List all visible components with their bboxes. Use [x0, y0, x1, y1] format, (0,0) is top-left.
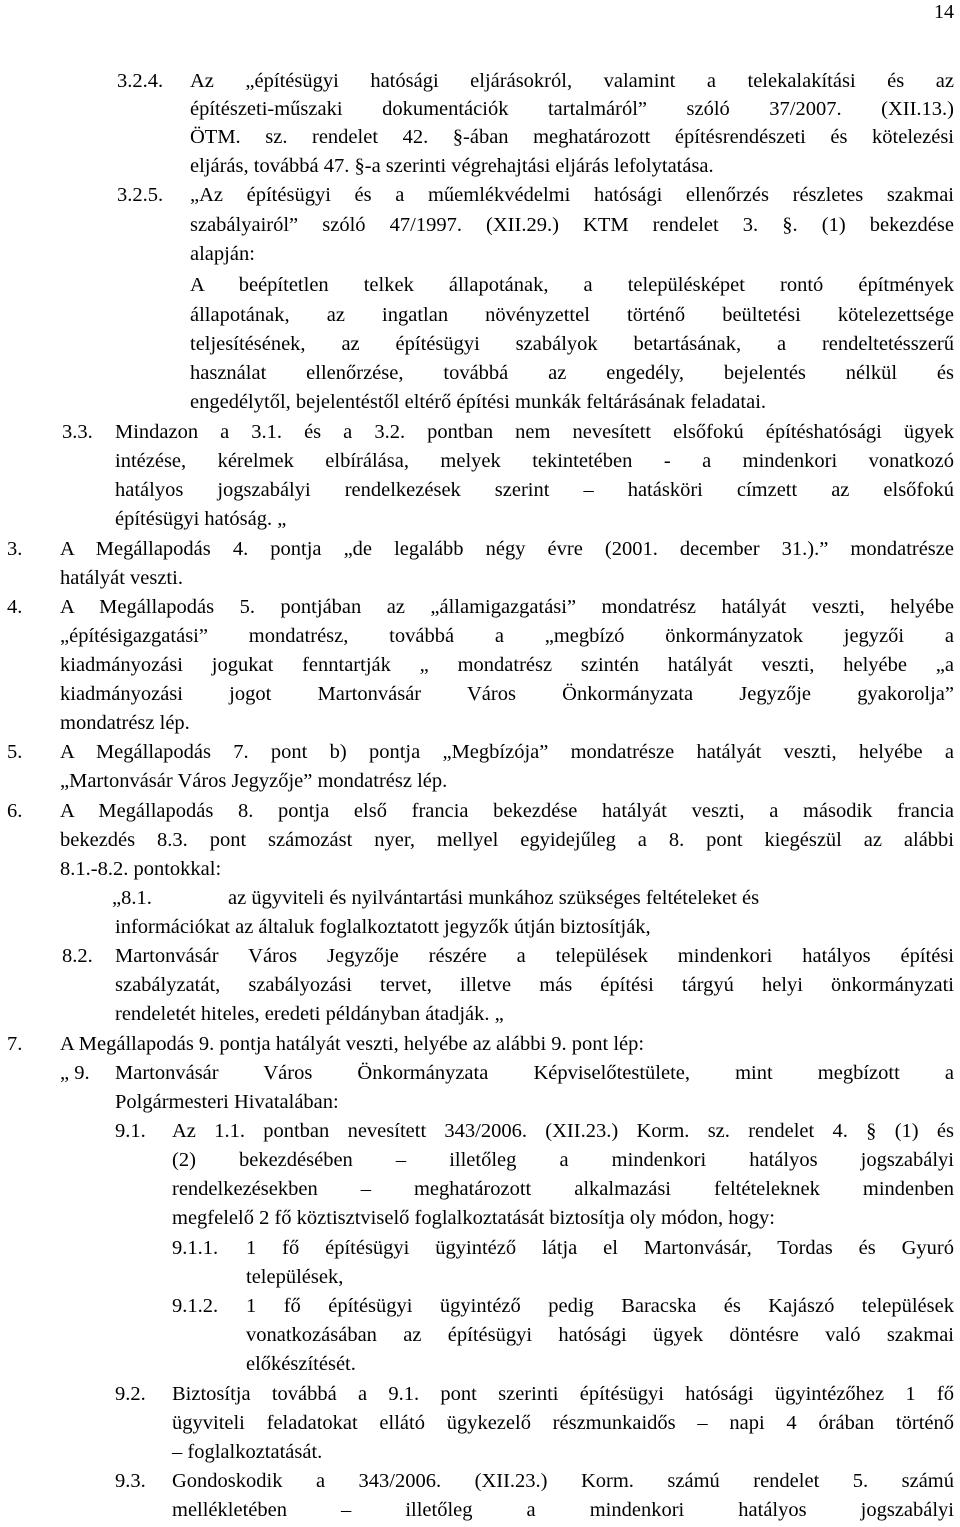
text-line: 9.1.2. — [172, 1295, 219, 1317]
text-line: engedélytől, bejelentéstől eltérő építési munkák feltárásának feladatai. — [190, 391, 767, 413]
text-line: kiadmányozási jogot Martonvásár Város Önkormányzata Jegyzője gyakorolja” — [60, 683, 954, 705]
text-line: információkat az általuk foglalkoztatott jegyzők útján biztosítják, — [115, 916, 651, 938]
text-line: alapján: — [190, 243, 255, 265]
text-line: 1 fő építésügyi ügyintéző látja el Martonvásár, Tordas és Gyuró — [246, 1237, 954, 1259]
text-line: mellékletében – illetőleg a mindenkori hatályos jogszabályi — [172, 1499, 954, 1521]
text-line: építésügyi hatóság. „ — [115, 508, 287, 530]
text-line: kiadmányozási jogukat fenntartják „ mondatrész szintén hatályát veszti, helyébe „a — [60, 654, 954, 676]
text-line: Gondoskodik a 343/2006. (XII.23.) Korm. számú rendelet 5. számú — [172, 1470, 954, 1492]
text-line: A beépítetlen telkek állapotának, a településképet rontó építmények — [190, 274, 954, 296]
text-line: Biztosítja továbbá a 9.1. pont szerinti építésügyi hatósági ügyintézőhez 1 fő — [172, 1383, 954, 1405]
text-line: A Megállapodás 4. pontja „de legalább négy évre (2001. december 31.).” mondatrésze — [60, 538, 954, 560]
text-line: ÖTM. sz. rendelet 42. §-ában meghatározott építésrendészeti és kötelezési — [190, 126, 954, 148]
text-line: „ 9. — [60, 1062, 90, 1084]
text-line: 9.3. — [115, 1470, 146, 1492]
text-line: használat ellenőrzése, továbbá az engedély, bejelentés nélkül és — [190, 362, 954, 384]
text-line: 3.3. — [62, 421, 93, 443]
text-line: A Megállapodás 9. pontja hatályát veszti, helyébe az alábbi 9. pont lép: — [60, 1033, 645, 1055]
text-line: 3. — [7, 538, 23, 560]
text-line: 8.1.-8.2. pontokkal: — [60, 858, 222, 880]
text-line: „Martonvásár Város Jegyzője” mondatrész lép. — [60, 770, 448, 792]
text-line: előkészítését. — [246, 1353, 356, 1375]
text-line: A Megállapodás 7. pont b) pontja „Megbízója” mondatrésze hatályát veszti, helyébe a — [60, 741, 954, 763]
text-line: 1 fő építésügyi ügyintéző pedig Baracska és Kajászó települések — [246, 1295, 954, 1317]
text-line: építészeti-műszaki dokumentációk tartalmáról” szóló 37/2007. (XII.13.) — [190, 98, 954, 120]
text-line: 8.2. — [62, 945, 93, 967]
text-line: Martonvásár Város Önkormányzata Képviselőtestülete, mint megbízott a — [115, 1062, 954, 1084]
text-line: intézése, kérelmek elbírálása, melyek tekintetében - a mindenkori vonatkozó — [115, 450, 954, 472]
text-line: 4. — [7, 596, 23, 618]
text-line: mondatrész lép. — [60, 712, 190, 734]
text-line: Martonvásár Város Jegyzője részére a települések mindenkori hatályos építési — [115, 945, 954, 967]
text-line: Mindazon a 3.1. és a 3.2. pontban nem nevesített elsőfokú építéshatósági ügyek — [115, 421, 954, 443]
text-line: szabályairól” szóló 47/1997. (XII.29.) KTM rendelet 3. §. (1) bekezdése — [190, 214, 954, 236]
text-line: állapotának, az ingatlan növényzettel történő beültetési kötelezettsége — [190, 304, 954, 326]
text-line: rendeletét hiteles, eredeti példányban átadják. „ — [115, 1003, 504, 1025]
text-line: „Az építésügyi és a műemlékvédelmi hatósági ellenőrzés részletes szakmai — [190, 184, 954, 206]
text-line: Polgármesteri Hivatalában: — [115, 1091, 339, 1113]
text-line: teljesítésének, az építésügyi szabályok betartásának, a rendeltetésszerű — [190, 333, 954, 355]
text-line: 9.2. — [115, 1383, 146, 1405]
text-line: települések, — [246, 1266, 344, 1288]
text-line: eljárás, továbbá 47. §-a szerinti végrehajtási eljárás lefolytatása. — [190, 155, 714, 177]
text-line: 3.2.5. — [117, 184, 164, 206]
text-line: megfelelő 2 fő köztisztviselő foglalkoztatását biztosítja oly módon, hogy: — [172, 1207, 775, 1229]
text-line: 3.2.4. — [117, 70, 164, 92]
text-line: 6. — [7, 800, 23, 822]
text-line: 9.1. — [115, 1120, 146, 1142]
text-line: hatályát veszti. — [60, 567, 183, 589]
text-line: – foglalkoztatását. — [172, 1441, 323, 1463]
text-line: rendelkezésekben – meghatározott alkalmazási feltételeknek mindenben — [172, 1178, 954, 1200]
text-line: (2) bekezdésében – illetőleg a mindenkori hatályos jogszabályi — [172, 1149, 954, 1171]
text-line: szabályzatát, szabályozási tervet, illetve más építési tárgyú helyi önkormányzati — [115, 974, 954, 996]
text-line: az ügyviteli és nyilvántartási munkához szükséges feltételeket és — [228, 887, 760, 909]
text-line: 7. — [7, 1033, 23, 1055]
text-line: „8.1. — [112, 887, 152, 909]
text-line: vonatkozásában az építésügyi hatósági ügyek döntésre való szakmai — [246, 1324, 954, 1346]
page-number: 14 — [934, 1, 954, 23]
text-line: 5. — [7, 741, 23, 763]
text-line: bekezdés 8.3. pont számozást nyer, mellyel egyidejűleg a 8. pont kiegészül az alábbi — [60, 829, 954, 851]
text-line: Az 1.1. pontban nevesített 343/2006. (XII.23.) Korm. sz. rendelet 4. § (1) és — [172, 1120, 954, 1142]
text-line: hatályos jogszabályi rendelkezések szerint – hatásköri címzett az elsőfokú — [115, 479, 954, 501]
text-line: A Megállapodás 8. pontja első francia bekezdése hatályát veszti, a második francia — [60, 800, 954, 822]
text-line: A Megállapodás 5. pontjában az „államigazgatási” mondatrész hatályát veszti, helyébe — [60, 596, 954, 618]
text-line: Az „építésügyi hatósági eljárásokról, valamint a telekalakítási és az — [190, 70, 954, 92]
text-line: ügyviteli feladatokat ellátó ügykezelő részmunkaidős – napi 4 órában történő — [172, 1412, 954, 1434]
text-line: 9.1.1. — [172, 1237, 219, 1259]
text-line: „építésigazgatási” mondatrész, továbbá a „megbízó önkormányzatok jegyzői a — [60, 625, 954, 647]
